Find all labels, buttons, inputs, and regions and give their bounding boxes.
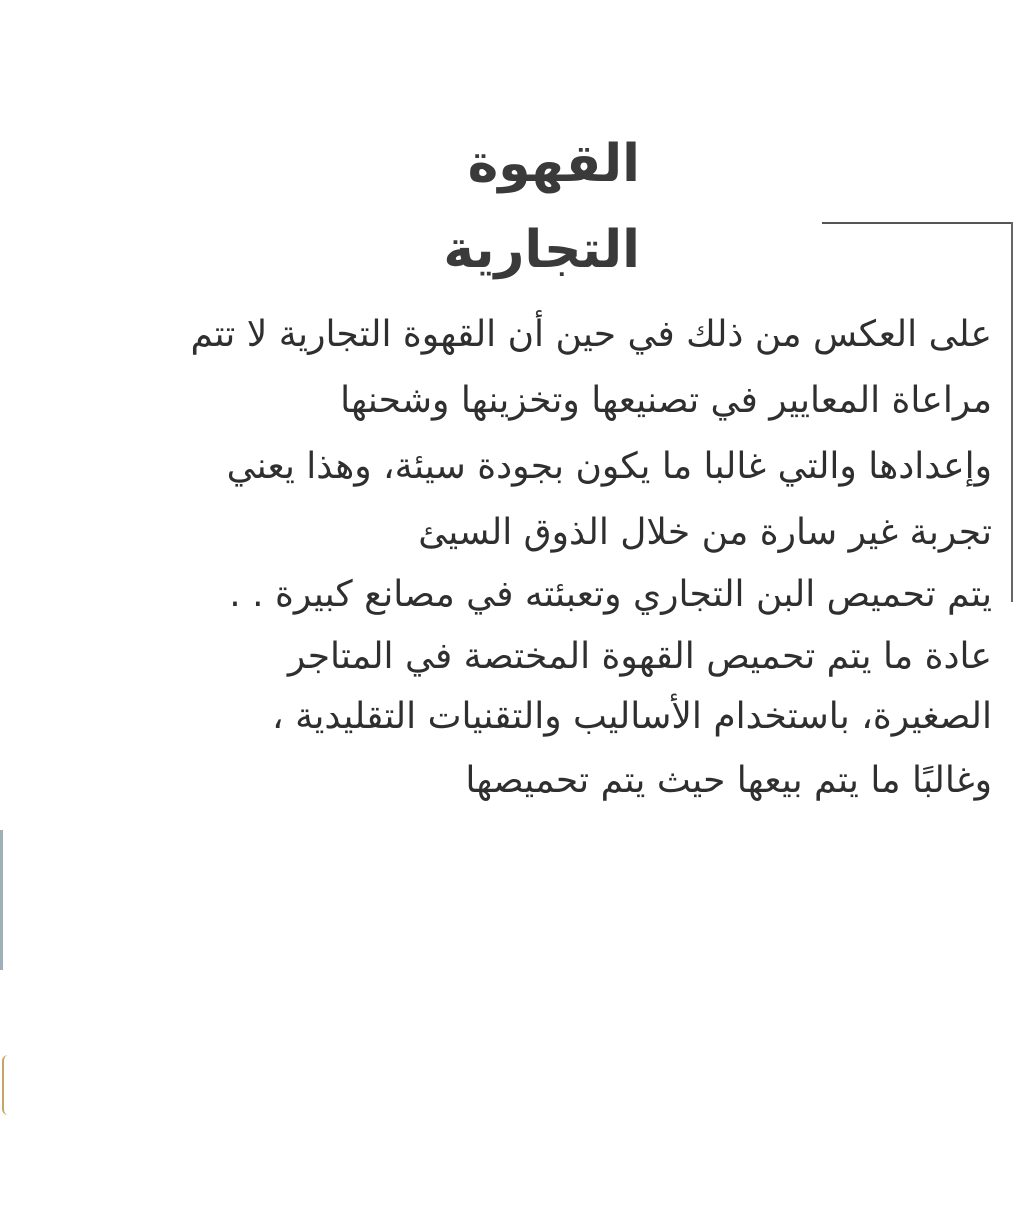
paragraph-line-8: وغالبًا ما يتم بيعها حيث يتم تحميصها xyxy=(465,760,992,801)
left-edge-mark xyxy=(0,830,3,970)
left-edge-curl xyxy=(2,1055,14,1115)
paragraph-line-3: وإعدادها والتي غالبا ما يكون بجودة سيئة، وهذا يعني xyxy=(226,446,992,487)
title-line-1: القهوة xyxy=(467,134,640,194)
paragraph-line-4: تجربة غير سارة من خلال الذوق السيئ xyxy=(418,512,992,553)
paragraph-line-7: الصغيرة، باستخدام الأساليب والتقنيات التقليدية ، xyxy=(272,696,992,737)
corner-line-vertical xyxy=(1011,222,1013,602)
paragraph-line-6: عادة ما يتم تحميص القهوة المختصة في المتاجر xyxy=(287,636,992,677)
paragraph-line-5: يتم تحميص البن التجاري وتعبئته في مصانع كبيرة . . xyxy=(229,574,992,615)
paragraph-line-1: على العكس من ذلك في حين أن القهوة التجارية لا تتم xyxy=(190,314,992,355)
title-line-2: التجارية xyxy=(443,220,640,280)
corner-line-horizontal xyxy=(822,222,1012,224)
paragraph-line-2: مراعاة المعايير في تصنيعها وتخزينها وشحنها xyxy=(340,380,992,421)
